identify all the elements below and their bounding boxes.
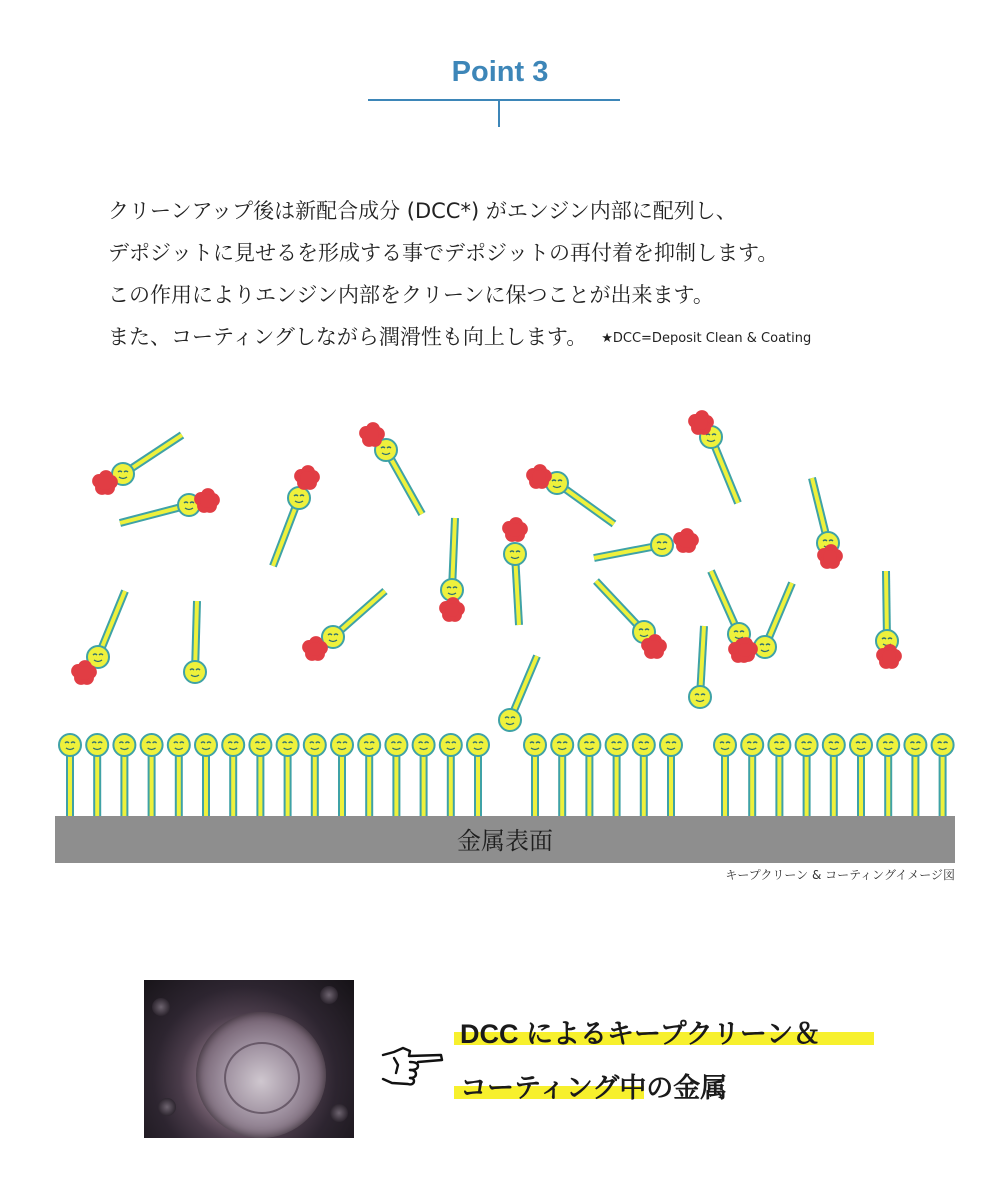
free-molecules (71, 410, 902, 731)
intro-line-3: この作用によりエンジン内部をクリーンに保つことが出来ます。 (108, 283, 714, 307)
bonded-dcc-molecule (904, 734, 926, 818)
bonded-dcc-molecule (932, 734, 954, 818)
metal-part-photo (144, 980, 354, 1138)
bonded-dcc-molecule (633, 734, 655, 818)
bonded-dcc-molecule (741, 734, 763, 818)
dcc-molecule (526, 464, 614, 524)
bonded-dcc-molecule (440, 734, 462, 818)
bolt-icon (158, 1098, 176, 1116)
intro-line-2: デポジットに見せるを形成する事でデポジットの再付着を抑制します。 (108, 241, 779, 265)
bonded-dcc-molecule (168, 734, 190, 818)
dcc-molecule (689, 626, 711, 708)
bonded-dcc-molecule (277, 734, 299, 818)
bonded-dcc-molecule (660, 734, 682, 818)
bonded-dcc-molecule (524, 734, 546, 818)
callout-line-1: DCC によるキープクリーン＆ (460, 1019, 821, 1049)
bonded-dcc-molecule (195, 734, 217, 818)
dcc-molecule (594, 528, 699, 558)
metal-disc-ring (224, 1042, 300, 1114)
bonded-dcc-molecule (86, 734, 108, 818)
bonded-dcc-molecule (59, 734, 81, 818)
deposit-particle (502, 517, 528, 542)
intro-text (108, 190, 968, 360)
deposit-particle (194, 488, 220, 513)
dcc-molecule (92, 435, 182, 495)
bonded-dcc-molecule (304, 734, 326, 818)
bonded-dcc-molecule (413, 734, 435, 818)
bolt-icon (152, 998, 170, 1016)
dcc-molecule (596, 581, 667, 659)
dcc-molecule (184, 601, 206, 683)
dcc-footnote: ★DCC=Deposit Clean & Coating (601, 331, 812, 346)
bonded-dcc-molecule (606, 734, 628, 818)
bonded-dcc-molecule (385, 734, 407, 818)
dcc-molecule (688, 410, 738, 503)
metal-surface-label: 金属表面 (457, 827, 553, 855)
bolt-icon (330, 1104, 348, 1122)
dcc-molecule (439, 518, 465, 622)
callout-line-2 (460, 1066, 727, 1105)
deposit-particle (439, 597, 465, 622)
dcc-molecule (359, 422, 422, 514)
bonded-dcc-molecule (850, 734, 872, 818)
bonded-dcc-molecule (578, 734, 600, 818)
bonded-dcc-molecule (877, 734, 899, 818)
dcc-molecule (876, 571, 902, 669)
bonded-dcc-molecule (331, 734, 353, 818)
bonded-dcc-molecule (467, 734, 489, 818)
deposit-particle (294, 465, 320, 490)
bonded-dcc-molecule (141, 734, 163, 818)
bonded-dcc-molecule (796, 734, 818, 818)
bonded-dcc-molecule (358, 734, 380, 818)
bonded-dcc-molecule (222, 734, 244, 818)
dcc-molecule (499, 656, 537, 731)
bonded-dcc-molecule (714, 734, 736, 818)
dcc-molecule (120, 488, 220, 523)
intro-line-4-wrap (108, 316, 968, 360)
bonded-dcc-molecule (823, 734, 845, 818)
intro-line-4: また、コーティングしながら潤滑性も向上します。 (108, 325, 588, 349)
dcc-molecule (502, 517, 528, 625)
intro-line-1: クリーンアップ後は新配合成分 (DCC*) がエンジン内部に配列し、 (108, 199, 737, 223)
diagram-caption: キープクリーン & コーティングイメージ図 (725, 868, 955, 882)
deposit-particle (688, 410, 714, 435)
dcc-molecule (302, 591, 385, 661)
page-title: Point 3 (451, 56, 549, 88)
dcc-molecule-diagram (0, 400, 1000, 880)
dcc-molecule (812, 478, 843, 569)
dcc-molecule (273, 465, 320, 566)
deposit-particle (359, 422, 385, 447)
title-underline (368, 99, 620, 101)
bolt-icon (320, 986, 338, 1004)
callout-rest: 中の金属 (619, 1073, 728, 1103)
bonded-dcc-molecule (113, 734, 135, 818)
bonded-dcc-molecule (249, 734, 271, 818)
callout-highlight: コーティング (460, 1073, 620, 1103)
metal-surface (55, 816, 955, 863)
deposit-particle (526, 464, 552, 489)
pointing-hand-icon (380, 1043, 444, 1087)
deposit-particle (673, 528, 699, 553)
bonded-molecules (59, 734, 954, 818)
bonded-dcc-molecule (768, 734, 790, 818)
title-tick (498, 100, 500, 127)
bonded-dcc-molecule (551, 734, 573, 818)
dcc-molecule (71, 591, 125, 685)
